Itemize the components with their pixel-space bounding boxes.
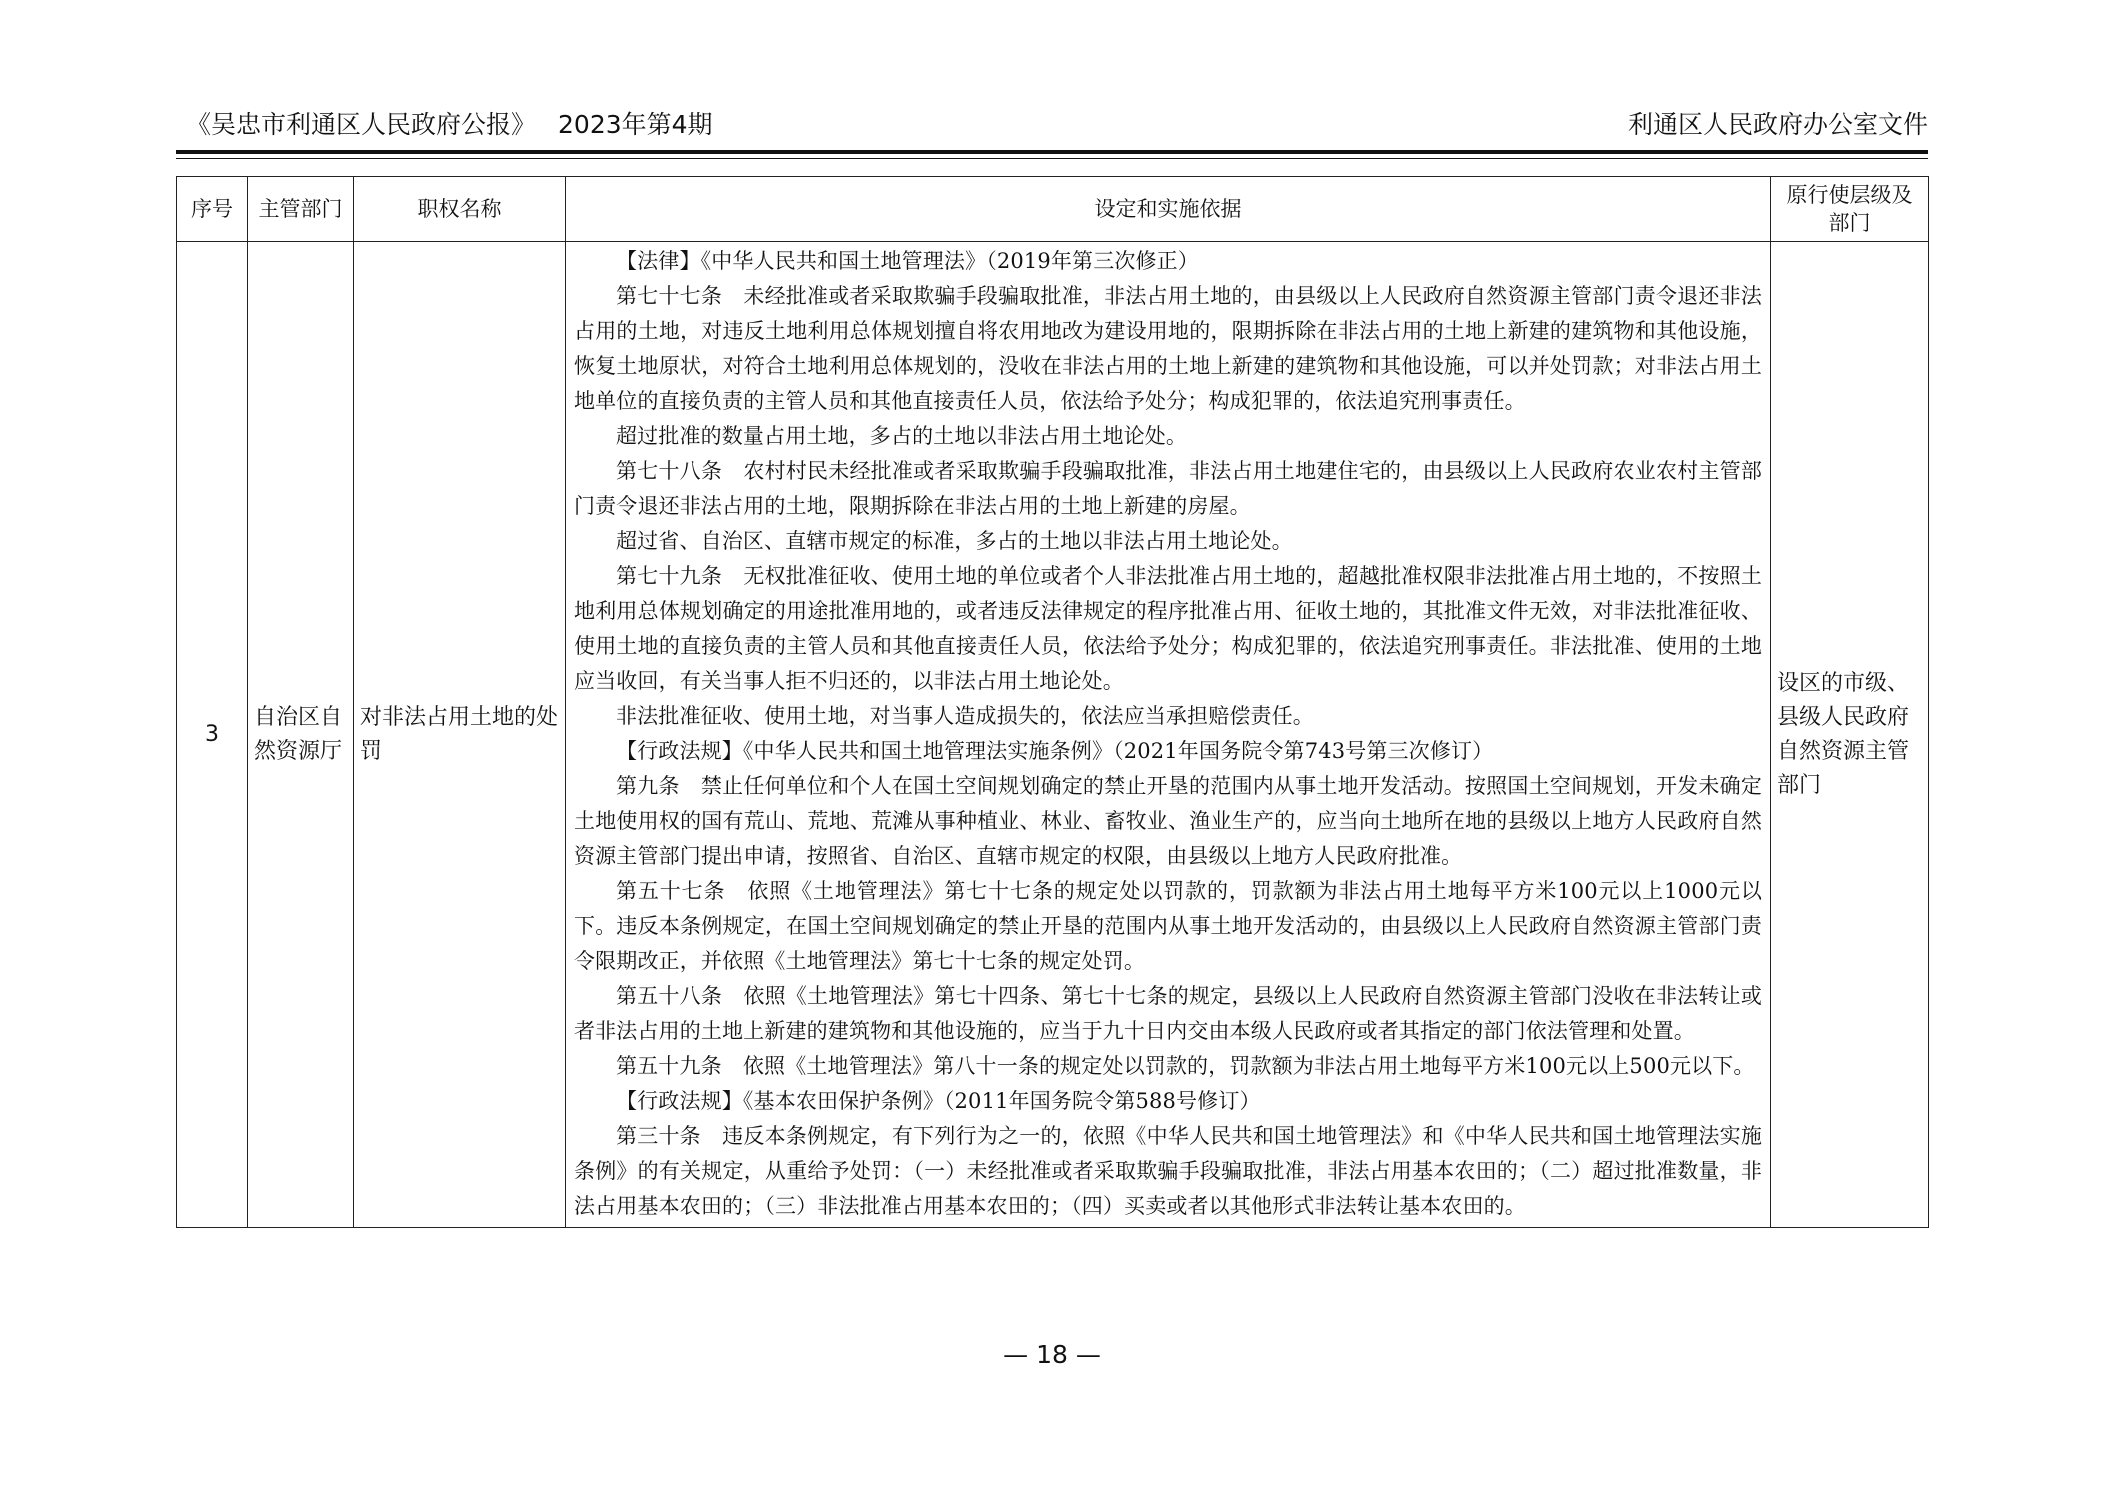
basis-paragraph: 超过省、自治区、直辖市规定的标准，多占的土地以非法占用土地论处。 bbox=[616, 529, 1293, 553]
basis-article-57: 第五十七条 依照《土地管理法》第七十七条的规定处以罚款的，罚款额为非法占用土地每平方米100元以上1000元以下。违反本条例规定，在国土空间规划确定的禁止开垦的范围内从事土地开发活动的，由县级以上人民政府自然资源主管部门责令限期改正，并依照《土地管理法》第七十七条的规定处罚。 bbox=[574, 879, 1762, 973]
basis-regulation-heading: 【行政法规】《基本农田保护条例》（2011年国务院令第588号修订） bbox=[616, 1089, 1261, 1113]
col-header-seq: 序号 bbox=[177, 177, 248, 242]
basis-article-79: 第七十九条 无权批准征收、使用土地的单位或者个人非法批准占用土地的，超越批准权限非法批准占用土地的，不按照土地利用总体规划确定的用途批准用地的，或者违反法律规定的程序批准占用、征收土地的，其批准文件无效，对非法批准征收、使用土地的直接负责的主管人员和其他直接责任人员，依法给予处分；构成犯罪的，依法追究刑事责任。非法批准、使用的土地应当收回，有关当事人拒不归还的，以非法占用土地论处。 bbox=[574, 564, 1762, 693]
document-source: 利通区人民政府办公室文件 bbox=[1627, 110, 1928, 139]
col-header-power: 职权名称 bbox=[354, 177, 566, 242]
cell-basis bbox=[566, 242, 1771, 1228]
col-header-level: 原行使层级及部门 bbox=[1771, 177, 1929, 242]
basis-law-heading: 【法律】《中华人民共和国土地管理法》（2019年第三次修正） bbox=[616, 249, 1199, 273]
basis-paragraph: 超过批准的数量占用土地，多占的土地以非法占用土地论处。 bbox=[616, 424, 1188, 448]
header-rule-thick bbox=[176, 150, 1928, 154]
cell-seq: 3 bbox=[177, 242, 248, 1228]
cell-dept: 自治区自然资源厅 bbox=[248, 242, 354, 1228]
page-number: — 18 — bbox=[1003, 1340, 1101, 1369]
table-header-row bbox=[177, 177, 1929, 242]
cell-level: 设区的市级、县级人民政府自然资源主管部门 bbox=[1771, 242, 1929, 1228]
basis-article-78: 第七十八条 农村村民未经批准或者采取欺骗手段骗取批准，非法占用土地建住宅的，由县级以上人民政府农业农村主管部门责令退还非法占用的土地，限期拆除在非法占用的土地上新建的房屋。 bbox=[574, 459, 1762, 518]
table-row bbox=[177, 242, 1929, 1228]
basis-regulation-heading: 【行政法规】《中华人民共和国土地管理法实施条例》（2021年国务院令第743号第三次修订） bbox=[616, 739, 1494, 763]
header-rule-thin bbox=[176, 158, 1928, 159]
bulletin-title bbox=[186, 108, 713, 142]
basis-article-58: 第五十八条 依照《土地管理法》第七十四条、第七十七条的规定，县级以上人民政府自然资源主管部门没收在非法转让或者非法占用的土地上新建的建筑物和其他设施的，应当于九十日内交由本级人民政府或者其指定的部门依法管理和处置。 bbox=[574, 984, 1762, 1043]
authority-table bbox=[176, 176, 1929, 1228]
basis-article-77: 第七十七条 未经批准或者采取欺骗手段骗取批准，非法占用土地的，由县级以上人民政府自然资源主管部门责令退还非法占用的土地，对违反土地利用总体规划擅自将农用地改为建设用地的，限期拆除在非法占用的土地上新建的建筑物和其他设施，恢复土地原状，对符合土地利用总体规划的，没收在非法占用的土地上新建的建筑物和其他设施，可以并处罚款；对非法占用土地单位的直接负责的主管人员和其他直接责任人员，依法给予处分；构成犯罪的，依法追究刑事责任。 bbox=[574, 284, 1762, 413]
basis-article-9: 第九条 禁止任何单位和个人在国土空间规划确定的禁止开垦的范围内从事土地开发活动。按照国土空间规划，开发未确定土地使用权的国有荒山、荒地、荒滩从事种植业、林业、畜牧业、渔业生产的，应当向土地所在地的县级以上地方人民政府自然资源主管部门提出申请，按照省、自治区、直辖市规定的权限，由县级以上地方人民政府批准。 bbox=[574, 774, 1762, 868]
col-header-basis: 设定和实施依据 bbox=[566, 177, 1771, 242]
col-header-dept: 主管部门 bbox=[248, 177, 354, 242]
basis-paragraph: 非法批准征收、使用土地，对当事人造成损失的，依法应当承担赔偿责任。 bbox=[616, 704, 1314, 728]
cell-power: 对非法占用土地的处罚 bbox=[354, 242, 566, 1228]
basis-article-30: 第三十条 违反本条例规定，有下列行为之一的，依照《中华人民共和国土地管理法》和《中华人民共和国土地管理法实施条例》的有关规定，从重给予处罚：（一）未经批准或者采取欺骗手段骗取批准，非法占用基本农田的；（二）超过批准数量，非法占用基本农田的；（三）非法批准占用基本农田的；（四）买卖或者以其他形式非法转让基本农田的。 bbox=[574, 1124, 1762, 1218]
basis-article-59: 第五十九条 依照《土地管理法》第八十一条的规定处以罚款的，罚款额为非法占用土地每平方米100元以上500元以下。 bbox=[616, 1054, 1755, 1078]
bulletin-name: 《吴忠市利通区人民政府公报》 bbox=[186, 110, 537, 139]
issue-number: 2023年第4期 bbox=[558, 110, 713, 139]
